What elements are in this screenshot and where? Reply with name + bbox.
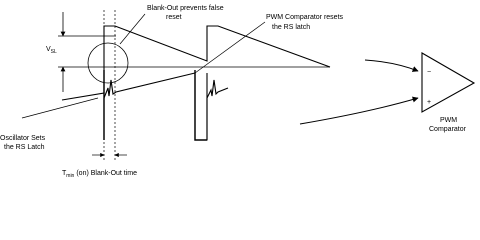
ramp-to-comparator-arrow (365, 60, 418, 71)
spike-highlight-circle (88, 43, 128, 83)
blankout-label-line2: reset (166, 14, 182, 21)
pwm-comparator (422, 53, 474, 112)
current-sense-pulse-3 (207, 80, 228, 140)
comparator-label-line1: PWM (440, 117, 458, 124)
pwm-resets-leader (195, 22, 265, 73)
comparator-plus: + (427, 99, 432, 106)
blankout-label-line1: Blank-Out prevents false (147, 5, 224, 12)
comparator-label-line2: Comparator (429, 126, 466, 133)
blankout-window (104, 10, 115, 160)
oscillator-leader (22, 98, 98, 118)
pwm-pulse-2 (195, 70, 207, 140)
comparator-input-arrows (300, 60, 418, 124)
ramp-waveform (62, 26, 330, 100)
current-sense-waveform (104, 73, 228, 140)
oscillator-label-line1: Oscillator Sets (0, 135, 46, 142)
pwm-pulses (104, 70, 207, 140)
vsl-label: $V_{SL}$ (46, 46, 57, 55)
sense-to-comparator-arrow (300, 98, 418, 124)
current-sense-pulse-1 (104, 73, 195, 140)
tmin-label: $T_{min}$ (on) Blank-Out time (62, 170, 138, 179)
pwm-resets-label-line2: the RS latch (272, 24, 311, 31)
comparator-minus: − (427, 69, 432, 76)
current-sense-pulse-2 (195, 73, 207, 140)
pwm-resets-label-line1: PWM Comparator resets (266, 14, 344, 21)
oscillator-label-line2: the RS Latch (4, 144, 45, 151)
ramp-sawtooth (62, 26, 330, 100)
